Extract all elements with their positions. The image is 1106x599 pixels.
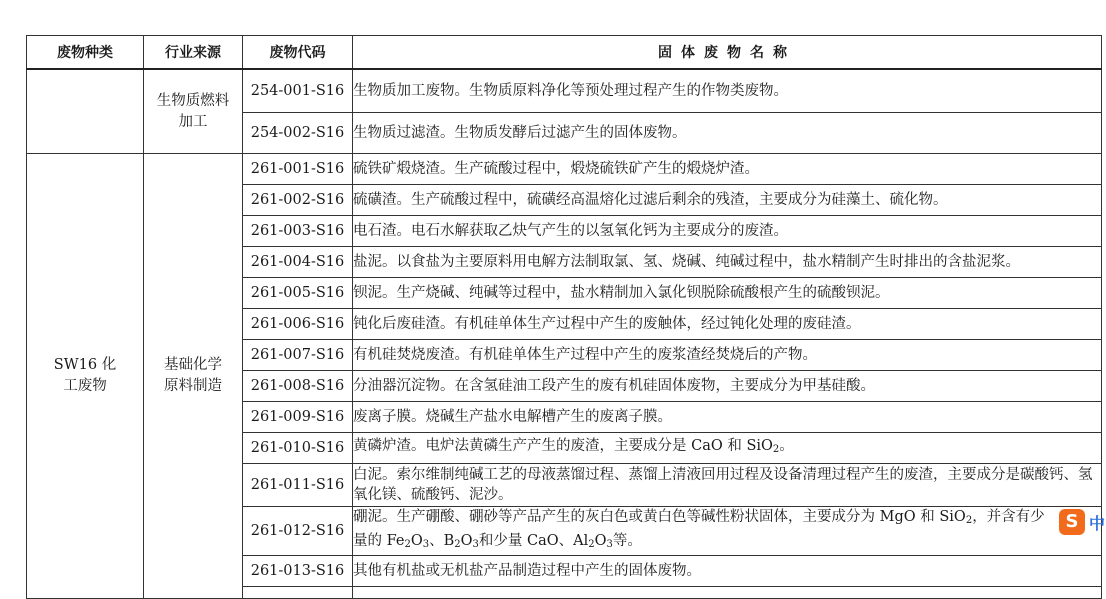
table-row [27,154,1102,185]
waste-type-sw16: SW16 化工废物 [27,154,144,599]
code-cell: 261-005-S16 [243,278,353,309]
desc-cell: 电石渣。电石水解获取乙炔气产生的以氢氧化钙为主要成分的废渣。 [353,216,1102,247]
code-cell: 261-006-S16 [243,309,353,340]
table-header-row [27,36,1102,70]
desc-cell: 白泥。索尔维制纯碱工艺的母液蒸馏过程、蒸馏上清液回用过程及设备清理过程产生的废渣，主要成分是碳酸钙、氢氧化镁、硫酸钙、泥沙。 [353,464,1102,507]
desc-cell: 废离子膜。烧碱生产盐水电解槽产生的废离子膜。 [353,402,1102,433]
source-basic-chemical: 基础化学原料制造 [144,154,243,599]
header-waste-type: 废物种类 [27,36,144,70]
table-row [27,69,1102,113]
code-cell: 261-013-S16 [243,556,353,587]
code-cell: 261-007-S16 [243,340,353,371]
ime-mode-indicator[interactable]: 中 [1089,514,1106,533]
code-cell: 261-009-S16 [243,402,353,433]
code-cell: 261-011-S16 [243,464,353,507]
ime-logo-icon[interactable]: S [1059,509,1085,535]
desc-cell: 盐泥。以食盐为主要原料用电解方法制取氯、氢、烧碱、纯碱过程中，盐水精制产生时排出的含盐泥浆。 [353,247,1102,278]
code-cell: 261-004-S16 [243,247,353,278]
code-cell: 261-003-S16 [243,216,353,247]
code-cell: 261-012-S16 [243,507,353,556]
code-cell: 261-008-S16 [243,371,353,402]
code-cell: 261-001-S16 [243,154,353,185]
source-biomass: 生物质燃料加工 [144,69,243,154]
header-waste-code: 废物代码 [243,36,353,70]
code-cell: 261-002-S16 [243,185,353,216]
desc-cell: 有机硅焚烧废渣。有机硅单体生产过程中产生的废浆渣经焚烧后的产物。 [353,340,1102,371]
code-cell: 261-010-S16 [243,433,353,464]
header-industry-source: 行业来源 [144,36,243,70]
code-cell: 254-001-S16 [243,69,353,113]
desc-cell: 其他有机盐或无机盐产品制造过程中产生的固体废物。 [353,556,1102,587]
desc-cell: 钡泥。生产烧碱、纯碱等过程中，盐水精制加入氯化钡脱除硫酸根产生的硫酸钡泥。 [353,278,1102,309]
desc-cell: 分油器沉淀物。在含氢硅油工段产生的废有机硅固体废物，主要成分为甲基硅酸。 [353,371,1102,402]
desc-cell-empty [353,587,1102,599]
desc-cell: 生物质过滤渣。生物质发酵后过滤产生的固体废物。 [353,113,1102,154]
code-cell-empty [243,587,353,599]
header-waste-name: 固体废物名称 [353,36,1102,70]
desc-cell: 黄磷炉渣。电炉法黄磷生产产生的废渣，主要成分是 CaO 和 SiO$_2$。 [353,433,1102,464]
waste-type-cell-empty [27,69,144,154]
desc-cell: 钝化后废硅渣。有机硅单体生产过程中产生的废触体，经过钝化处理的废硅渣。 [353,309,1102,340]
code-cell: 254-002-S16 [243,113,353,154]
desc-cell: 硫磺渣。生产硫酸过程中，硫磺经高温熔化过滤后剩余的残渣，主要成分为硅藻土、硫化物。 [353,185,1102,216]
desc-cell: 硫铁矿煅烧渣。生产硫酸过程中，煅烧硫铁矿产生的煅烧炉渣。 [353,154,1102,185]
desc-cell: 生物质加工废物。生物质原料净化等预处理过程产生的作物类废物。 [353,69,1102,113]
solid-waste-table [26,35,1102,599]
desc-cell: 硼泥。生产硼酸、硼砂等产品产生的灰白色或黄白色等碱性粉状固体，主要成分为 MgO 和 SiO$_2$，并含有少 量的 $Fe_2O_3$、$B_2O_3$和少量 CaO、$Al_2O_3$等。 [353,507,1102,556]
